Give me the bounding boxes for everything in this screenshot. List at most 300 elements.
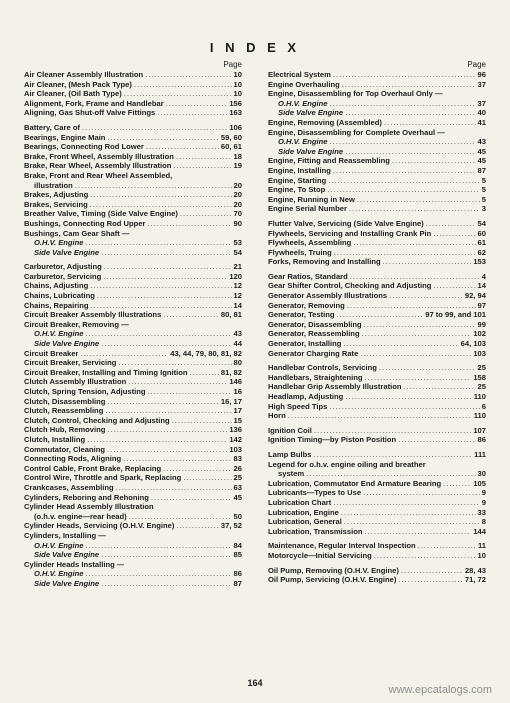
dot-leader xyxy=(403,382,475,392)
entry-page-ref: 16, 17 xyxy=(220,396,242,406)
entry-page-ref: 10 xyxy=(477,550,486,560)
index-entry xyxy=(24,483,242,493)
index-entry xyxy=(268,339,486,349)
entry-topic: Brake, Front and Rear Wheel Assembled, xyxy=(24,170,173,180)
entry-page-ref: 33 xyxy=(477,507,486,517)
entry-topic: Generator, Testing xyxy=(268,310,335,320)
entry-topic: Commutator, Cleaning xyxy=(24,444,106,454)
entry-page-ref: 28, 43 xyxy=(464,565,486,575)
dot-leader xyxy=(418,541,476,551)
dot-leader xyxy=(116,483,232,493)
watermark: www.epcatalogs.com xyxy=(388,684,492,696)
dot-leader xyxy=(190,368,219,378)
entry-page-ref: 103 xyxy=(473,348,486,358)
dot-leader xyxy=(80,349,168,359)
entry-topic: Control Cable, Front Brake, Replacing xyxy=(24,463,162,473)
entry-page-ref: 9 xyxy=(481,497,486,507)
dot-leader xyxy=(350,272,480,282)
entry-topic: Bushings, Connecting Rod Upper xyxy=(24,218,146,228)
index-entry xyxy=(24,521,242,531)
entry-topic: Side Valve Engine xyxy=(278,108,344,118)
index-entry xyxy=(268,281,486,291)
entry-page-ref: 99 xyxy=(477,319,486,329)
dot-leader xyxy=(345,392,471,402)
dot-leader xyxy=(330,99,476,109)
dot-leader xyxy=(91,301,232,311)
dot-leader xyxy=(107,397,218,407)
entry-page-ref: 142 xyxy=(229,434,242,444)
dot-leader xyxy=(383,257,472,267)
index-entry xyxy=(268,219,486,229)
entry-topic: Circuit Breaker, Removing — xyxy=(24,319,129,329)
entry-page-ref: 146 xyxy=(229,377,242,387)
entry-page-ref: 144 xyxy=(473,526,486,536)
entry-topic: Brake, Rear Wheel, Assembly Illustration xyxy=(24,161,172,171)
entry-topic: Headlamp, Adjusting xyxy=(268,392,344,401)
entry-topic: O.H.V. Engine xyxy=(278,137,328,147)
entry-topic: Brakes, Adjusting xyxy=(24,190,89,200)
index-entry xyxy=(24,349,242,359)
entry-topic: Handlebar Controls, Servicing xyxy=(268,363,377,373)
index-entry xyxy=(24,493,242,503)
entry-page-ref: 53 xyxy=(233,238,242,248)
entry-topic: Flutter Valve, Servicing (Side Valve Engine) xyxy=(268,218,424,228)
entry-page-ref: 97 xyxy=(477,300,486,310)
entry-page-ref: 60 xyxy=(477,228,486,238)
index-entry xyxy=(24,248,242,258)
entry-page-ref: 25 xyxy=(477,382,486,392)
dot-leader xyxy=(327,185,480,195)
index-entry xyxy=(24,291,242,301)
entry-topic: Flywheels, Assembling xyxy=(268,238,352,248)
entry-page-ref: 30 xyxy=(477,469,486,479)
entry-page-ref: 83 xyxy=(233,454,242,464)
entry-topic: Engine Overhauling xyxy=(268,79,340,89)
entry-page-ref: 14 xyxy=(233,300,242,310)
index-entry xyxy=(268,517,486,527)
index-entry xyxy=(24,406,242,416)
dot-leader xyxy=(349,204,480,214)
dot-leader xyxy=(151,493,232,503)
dot-leader xyxy=(365,373,472,383)
dot-leader xyxy=(86,569,232,579)
dot-leader xyxy=(344,517,480,527)
entry-page-ref: 17 xyxy=(233,406,242,416)
dot-leader xyxy=(426,219,476,229)
entry-page-ref: 110 xyxy=(473,411,486,421)
index-entry xyxy=(24,550,242,560)
entry-page-ref: 19 xyxy=(233,161,242,171)
entry-page-ref: 63 xyxy=(233,482,242,492)
dot-leader xyxy=(347,301,476,311)
entry-page-ref: 136 xyxy=(229,425,242,435)
dot-leader xyxy=(101,339,231,349)
entry-page-ref: 102 xyxy=(473,329,486,339)
entry-topic: Engine, Fitting and Reassembling xyxy=(268,156,390,166)
index-title: I N D E X xyxy=(209,40,301,55)
entry-page-ref: 10 xyxy=(233,70,242,79)
entry-topic: Circuit Breaker, Servicing xyxy=(24,358,117,368)
index-entry xyxy=(268,272,486,282)
index-entry xyxy=(24,454,242,464)
entry-page-ref: 25 xyxy=(233,473,242,483)
entry-topic: Circuit Breaker, Installing and Timing Ignition xyxy=(24,367,188,377)
dot-leader xyxy=(333,166,476,176)
dot-leader xyxy=(163,310,219,320)
entry-page-ref: 37, 52 xyxy=(220,521,242,531)
entry-page-ref: 90 xyxy=(233,218,242,228)
entry-page-ref: 110 xyxy=(473,392,486,401)
entry-topic: Clutch, Installing xyxy=(24,434,86,444)
dot-leader xyxy=(103,272,227,282)
index-entry xyxy=(24,416,242,426)
index-entry xyxy=(24,133,242,143)
dot-leader xyxy=(288,411,472,421)
dot-leader xyxy=(328,176,480,186)
index-entry xyxy=(268,156,486,166)
entry-topic: Side Valve Engine xyxy=(278,146,344,156)
entry-topic: Brakes, Servicing xyxy=(24,199,88,209)
index-entry xyxy=(268,426,486,436)
entry-topic: Engine, Running in New xyxy=(268,194,355,204)
entry-topic: Cylinder Heads Installing — xyxy=(24,559,125,569)
entry-topic: O.H.V. Engine xyxy=(34,329,84,339)
index-entry xyxy=(268,195,486,205)
index-entry xyxy=(268,527,486,537)
entry-topic: Engine Serial Number xyxy=(268,204,347,214)
entry-page-ref: 26 xyxy=(233,463,242,473)
dot-leader xyxy=(374,551,476,561)
index-entry xyxy=(268,166,486,176)
entry-page-ref: 14 xyxy=(477,281,486,291)
dot-leader xyxy=(353,238,475,248)
index-entry xyxy=(24,502,242,512)
index-entry xyxy=(268,488,486,498)
index-entry xyxy=(268,479,486,489)
entry-topic: Circuit Breaker Assembly Illustrations xyxy=(24,310,162,320)
entry-topic: O.H.V. Engine xyxy=(34,540,84,550)
index-entry xyxy=(24,89,242,99)
entry-page-ref: 10 xyxy=(233,89,242,99)
entry-topic: Chains, Repairing xyxy=(24,300,89,310)
index-entry xyxy=(268,498,486,508)
entry-topic: Generator, Installing xyxy=(268,339,342,349)
entry-page-ref: 163 xyxy=(229,108,242,118)
entry-page-ref: 71, 72 xyxy=(464,575,486,585)
dot-leader xyxy=(362,329,472,339)
dot-leader xyxy=(107,425,227,435)
index-entry xyxy=(24,108,242,118)
index-entry xyxy=(268,469,486,479)
entry-topic: Ignition Coil xyxy=(268,425,312,435)
entry-page-ref: 64, 103 xyxy=(460,339,486,349)
entry-topic: Side Valve Engine xyxy=(34,339,100,349)
entry-topic: Forks, Removing and Installing xyxy=(268,257,381,267)
dot-leader xyxy=(148,387,232,397)
entry-topic: Clutch, Reassembling xyxy=(24,406,104,416)
index-entry xyxy=(24,329,242,339)
entry-topic: illustration xyxy=(34,180,73,190)
index-entry xyxy=(24,262,242,272)
entry-page-ref: 62 xyxy=(477,247,486,257)
index-entry xyxy=(268,147,486,157)
dot-leader xyxy=(86,541,232,551)
index-entry xyxy=(24,320,242,330)
index-entry xyxy=(24,445,242,455)
entry-topic: Engine, Installing xyxy=(268,165,331,175)
page-column-header: Page xyxy=(467,60,486,69)
entry-topic: Clutch, Spring Tension, Adjusting xyxy=(24,387,146,396)
dot-leader xyxy=(306,469,475,479)
index-entry xyxy=(24,272,242,282)
index-entry xyxy=(268,80,486,90)
entry-topic: Air Cleaner, (Mesh Pack Type) xyxy=(24,79,132,89)
entry-page-ref: 45 xyxy=(477,146,486,156)
entry-page-ref: 45 xyxy=(477,156,486,166)
entry-topic: Clutch Hub, Removing xyxy=(24,425,106,435)
entry-page-ref: 5 xyxy=(481,175,486,185)
dot-leader xyxy=(379,363,476,373)
index-entry xyxy=(24,229,242,239)
entry-topic: Air Cleaner, (Oil Bath Type) xyxy=(24,89,122,99)
entry-page-ref: 9 xyxy=(481,488,486,498)
dot-leader xyxy=(360,349,471,359)
entry-topic: system xyxy=(278,469,305,479)
entry-page-ref: 11 xyxy=(477,541,486,551)
index-entry xyxy=(268,310,486,320)
dot-leader xyxy=(104,262,232,272)
entry-page-ref: 87 xyxy=(233,578,242,588)
entry-topic: Generator, Removing xyxy=(268,300,345,310)
index-entry xyxy=(268,137,486,147)
entry-page-ref: 153 xyxy=(473,257,486,267)
index-entry xyxy=(268,99,486,109)
entry-topic: Battery, Care of xyxy=(24,122,80,132)
entry-page-ref: 5 xyxy=(481,194,486,204)
entry-topic: Handlebars, Straightening xyxy=(268,372,363,382)
index-entry xyxy=(268,402,486,412)
index-entry xyxy=(24,512,242,522)
entry-topic: Horn xyxy=(268,411,286,421)
entry-topic: Connecting Rods, Aligning xyxy=(24,454,122,464)
entry-topic: Carburetor, Servicing xyxy=(24,271,102,281)
entry-page-ref: 60, 61 xyxy=(220,142,242,152)
entry-topic: Side Valve Engine xyxy=(34,578,100,588)
entry-topic: Gear Ratios, Standard xyxy=(268,271,348,281)
entry-topic: Generator, Reassembling xyxy=(268,329,360,339)
entry-topic: Cylinders, Installing — xyxy=(24,530,106,540)
entry-page-ref: 92, 94 xyxy=(464,291,486,301)
entry-topic: Flywheels, Truing xyxy=(268,247,332,257)
entry-topic: O.H.V. Engine xyxy=(34,569,84,579)
index-entry xyxy=(24,123,242,133)
dot-leader xyxy=(384,118,476,128)
entry-topic: Engine, Starting xyxy=(268,175,327,185)
entry-topic: Brake, Front Wheel, Assembly Illustration xyxy=(24,151,174,161)
dot-leader xyxy=(357,195,480,205)
dot-leader xyxy=(365,527,472,537)
dot-leader xyxy=(146,142,219,152)
dot-leader xyxy=(313,450,472,460)
index-entry xyxy=(268,108,486,118)
entry-page-ref: 96 xyxy=(477,70,486,79)
entry-topic: High Speed Tips xyxy=(268,401,328,411)
index-entry xyxy=(24,425,242,435)
entry-topic: Ignition Timing—by Piston Position xyxy=(268,435,397,445)
entry-page-ref: 80 xyxy=(233,358,242,368)
entry-topic: Clutch Assembly Illustration xyxy=(24,377,127,387)
index-entry xyxy=(268,382,486,392)
index-entry xyxy=(268,204,486,214)
entry-topic: Engine, To Stop xyxy=(268,185,326,195)
entry-page-ref: 10 xyxy=(233,79,242,89)
index-entries-right xyxy=(268,70,486,585)
index-entry xyxy=(268,363,486,373)
dot-leader xyxy=(101,550,231,560)
entry-page-ref: 40 xyxy=(477,108,486,118)
dot-leader xyxy=(333,498,479,508)
dot-leader xyxy=(87,435,227,445)
index-entry xyxy=(268,118,486,128)
index-entry xyxy=(268,566,486,576)
entry-topic: Generator Assembly Illustrations xyxy=(268,291,388,301)
entry-topic: Oil Pump, Removing (O.H.V. Engine) xyxy=(268,565,399,575)
dot-leader xyxy=(101,248,231,258)
index-entry xyxy=(24,579,242,589)
entry-page-ref: 107 xyxy=(473,425,486,435)
entry-page-ref: 5 xyxy=(481,185,486,195)
entry-page-ref: 105 xyxy=(473,478,486,488)
dot-leader xyxy=(180,209,232,219)
dot-leader xyxy=(82,123,227,133)
index-entry xyxy=(268,185,486,195)
dot-leader xyxy=(389,291,463,301)
entry-topic: Bushings, Cam Gear Shaft — xyxy=(24,228,130,238)
index-entry xyxy=(268,176,486,186)
dot-leader xyxy=(172,416,232,426)
entry-page-ref: 86 xyxy=(477,435,486,445)
entry-page-ref: 86 xyxy=(233,569,242,579)
index-entry xyxy=(24,473,242,483)
index-entry xyxy=(268,450,486,460)
dot-leader xyxy=(148,219,232,229)
dot-leader xyxy=(157,108,227,118)
dot-leader xyxy=(97,291,232,301)
index-entry xyxy=(268,320,486,330)
entry-page-ref: 43 xyxy=(477,137,486,147)
entry-page-ref: 20 xyxy=(233,190,242,200)
entry-topic: Generator, Disassembling xyxy=(268,319,362,329)
entry-topic: Gear Shifter Control, Checking and Adjusting xyxy=(268,281,432,291)
index-entry xyxy=(24,181,242,191)
dot-leader xyxy=(433,229,475,239)
dot-leader xyxy=(398,435,475,445)
entry-topic: Lubrication, Engine xyxy=(268,507,339,517)
index-entry xyxy=(268,329,486,339)
dot-leader xyxy=(134,80,232,90)
index-entry xyxy=(24,238,242,248)
entry-page-ref: 120 xyxy=(229,271,242,281)
index-entry xyxy=(24,209,242,219)
dot-leader xyxy=(90,190,231,200)
index-entry xyxy=(24,281,242,291)
index-entry xyxy=(268,70,486,80)
entry-topic: Aligning, Gas Shut-off Valve Fittings xyxy=(24,108,156,118)
entry-page-ref: 8 xyxy=(481,517,486,527)
entry-topic: Electrical System xyxy=(268,70,331,79)
index-entry xyxy=(268,229,486,239)
dot-leader xyxy=(363,488,480,498)
entry-page-ref: 37 xyxy=(477,98,486,108)
entry-topic: Cylinder Heads, Servicing (O.H.V. Engine) xyxy=(24,521,175,531)
entry-page-ref: 85 xyxy=(233,550,242,560)
index-entry xyxy=(24,190,242,200)
entry-topic: Carburetor, Adjusting xyxy=(24,262,102,272)
entry-page-ref: 97 to 99, and 101 xyxy=(425,310,486,320)
entry-page-ref: 158 xyxy=(473,372,486,382)
entry-topic: Clutch, Control, Checking and Adjusting xyxy=(24,415,170,425)
entry-topic: Flywheels, Servicing and Installing Crank Pin xyxy=(268,228,432,238)
entry-page-ref: 16 xyxy=(233,387,242,396)
dot-leader xyxy=(166,99,228,109)
entry-topic: Engine, Disassembling for Complete Overhaul — xyxy=(268,127,445,137)
dot-leader xyxy=(107,445,227,455)
index-entry xyxy=(24,171,242,181)
entry-page-ref: 84 xyxy=(233,540,242,550)
entry-topic: Crankcases, Assembling xyxy=(24,482,114,492)
index-entry xyxy=(268,460,486,470)
dot-leader xyxy=(398,575,462,585)
index-entry xyxy=(268,575,486,585)
dot-leader xyxy=(129,512,232,522)
entry-page-ref: 20 xyxy=(233,180,242,190)
entry-topic: O.H.V. Engine xyxy=(34,238,84,248)
dot-leader xyxy=(343,339,458,349)
entry-page-ref: 61 xyxy=(477,238,486,248)
entry-page-ref: 12 xyxy=(233,281,242,291)
dot-leader xyxy=(330,137,476,147)
entry-page-ref: 20 xyxy=(233,199,242,209)
entry-page-ref: 54 xyxy=(477,218,486,228)
index-entry xyxy=(24,152,242,162)
index-entry xyxy=(24,560,242,570)
entry-topic: Side Valve Engine xyxy=(34,247,100,257)
index-entry xyxy=(24,377,242,387)
dot-leader xyxy=(433,281,475,291)
index-entry xyxy=(268,541,486,551)
index-entry xyxy=(24,200,242,210)
dot-leader xyxy=(118,358,231,368)
entry-topic: Engine, Removing (Assembled) xyxy=(268,117,382,127)
entry-topic: O.H.V. Engine xyxy=(278,98,328,108)
entry-page-ref: 59, 60 xyxy=(220,132,242,142)
entry-page-ref: 21 xyxy=(233,262,242,272)
index-entry xyxy=(24,435,242,445)
entry-topic: Lubrication, Commutator End Armature Bearing xyxy=(268,478,442,488)
dot-leader xyxy=(173,161,231,171)
entry-page-ref: 103 xyxy=(229,444,242,454)
dot-leader xyxy=(314,426,471,436)
page-column-header: Page xyxy=(223,60,242,69)
entry-topic: Breather Valve, Timing (Side Valve Engine) xyxy=(24,209,178,219)
entry-page-ref: 50 xyxy=(233,511,242,521)
entry-page-ref: 80, 81 xyxy=(220,310,242,320)
entry-page-ref: 12 xyxy=(233,291,242,301)
entry-page-ref: 45 xyxy=(233,492,242,502)
index-entry xyxy=(24,531,242,541)
entry-page-ref: 25 xyxy=(477,363,486,373)
dot-leader xyxy=(123,454,231,464)
